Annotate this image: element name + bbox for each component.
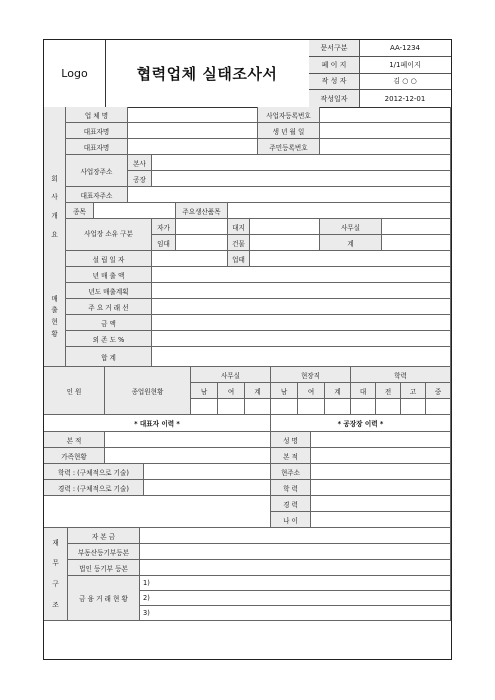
category-label: 종목 bbox=[66, 203, 94, 219]
rented-field[interactable] bbox=[176, 235, 228, 251]
meta-row-page bbox=[309, 57, 451, 74]
edu-junior-college-header: 전 bbox=[376, 383, 401, 399]
resident-no-label: 주민등록번호 bbox=[258, 139, 320, 155]
ceo-history-notes[interactable] bbox=[44, 496, 271, 528]
ceo-education-label: 학력 : (구체적으로 기술) bbox=[44, 464, 144, 480]
sales-row-label: 년도 매출계획 bbox=[66, 283, 152, 299]
fm-name-label: 성 명 bbox=[271, 432, 311, 448]
office-female-header: 여 bbox=[218, 383, 245, 399]
founded-date-label: 설 립 일 자 bbox=[66, 251, 152, 267]
sales-row-label: 외 존 도 % bbox=[66, 331, 152, 347]
founded-date-field[interactable] bbox=[152, 251, 228, 267]
survey-form bbox=[43, 39, 452, 660]
sales-row-field[interactable] bbox=[152, 315, 451, 331]
form-header bbox=[44, 40, 451, 108]
factory-address-field[interactable] bbox=[152, 171, 451, 187]
meta-row-doc-type bbox=[309, 40, 451, 57]
ceo-name-field-2[interactable] bbox=[128, 139, 258, 155]
meta-label: 작성일자 bbox=[309, 90, 360, 107]
edu-high-field[interactable] bbox=[401, 399, 426, 415]
ceo-family-field[interactable] bbox=[105, 448, 271, 464]
office-male-header: 남 bbox=[191, 383, 218, 399]
finance-section-label: 재 무 구 조 bbox=[44, 528, 68, 621]
corporate-register-label: 법인 등기부 등본 bbox=[68, 560, 140, 576]
fm-education-label: 학 력 bbox=[271, 480, 311, 496]
sales-row-label: 년 매 출 액 bbox=[66, 267, 152, 283]
financial-item-3[interactable]: 3) bbox=[140, 606, 451, 621]
birth-date-field[interactable] bbox=[320, 123, 451, 139]
fm-name-field[interactable] bbox=[311, 432, 451, 448]
office-female-field[interactable] bbox=[218, 399, 245, 415]
head-office-label: 본사 bbox=[128, 155, 152, 171]
site-total-header: 계 bbox=[325, 383, 351, 399]
ceo-name-field[interactable] bbox=[128, 123, 258, 139]
category-field[interactable] bbox=[94, 203, 176, 219]
factory-label: 공장 bbox=[128, 171, 152, 187]
real-estate-register-field[interactable] bbox=[140, 544, 451, 560]
corporate-register-field[interactable] bbox=[140, 560, 451, 576]
building-label: 건물 bbox=[228, 235, 250, 251]
office-staff-header: 사무실 bbox=[191, 367, 271, 383]
site-female-field[interactable] bbox=[298, 399, 325, 415]
ceo-address-label: 대표자주소 bbox=[66, 187, 128, 203]
ceo-family-label: 가족현황 bbox=[44, 448, 105, 464]
sales-row-label: 금 액 bbox=[66, 315, 152, 331]
meta-value: AA-1234 bbox=[390, 43, 420, 52]
land-label: 대지 bbox=[228, 219, 250, 235]
meta-value: 김 ○ ○ bbox=[393, 77, 417, 86]
office-label: 사무실 bbox=[320, 219, 382, 235]
meta-label: 문서구분 bbox=[309, 40, 360, 56]
owned-label: 자가 bbox=[152, 219, 176, 235]
edu-middle-field[interactable] bbox=[426, 399, 451, 415]
edu-high-header: 고 bbox=[401, 383, 426, 399]
office-field[interactable] bbox=[382, 219, 451, 235]
ceo-hometown-label: 본 적 bbox=[44, 432, 105, 448]
ceo-hometown-field[interactable] bbox=[105, 432, 271, 448]
site-staff-header: 현장직 bbox=[271, 367, 351, 383]
office-total-field[interactable] bbox=[245, 399, 271, 415]
fm-address-field[interactable] bbox=[311, 464, 451, 480]
site-total-field[interactable] bbox=[325, 399, 351, 415]
site-male-header: 남 bbox=[271, 383, 298, 399]
ceo-address-field[interactable] bbox=[128, 187, 451, 203]
factory-manager-history-title: * 공장장 이력 * bbox=[271, 415, 451, 432]
ownership-total-label: 계 bbox=[320, 235, 382, 251]
sales-section-label: 매 출 현 황 bbox=[44, 267, 66, 367]
building-field[interactable] bbox=[250, 235, 320, 251]
fm-hometown-label: 본 적 bbox=[271, 448, 311, 464]
office-total-header: 계 bbox=[245, 383, 271, 399]
sales-row-field[interactable] bbox=[152, 347, 451, 367]
fm-career-label: 경 력 bbox=[271, 496, 311, 512]
edu-college-header: 대 bbox=[351, 383, 376, 399]
fm-age-label: 나 이 bbox=[271, 512, 311, 528]
biz-reg-no-label: 사업자등록번호 bbox=[258, 107, 320, 123]
head-office-address-field[interactable] bbox=[152, 155, 451, 171]
meta-label: 작 성 자 bbox=[309, 74, 360, 90]
fm-hometown-field[interactable] bbox=[311, 448, 451, 464]
company-name-field[interactable] bbox=[128, 107, 258, 123]
ceo-history-title: * 대표자 이력 * bbox=[44, 415, 271, 432]
employee-status-label: 종업원현황 bbox=[105, 367, 191, 415]
ceo-education-field[interactable] bbox=[144, 464, 271, 480]
site-female-header: 여 bbox=[298, 383, 325, 399]
rented-label: 임대 bbox=[152, 235, 176, 251]
business-type-label: 업태 bbox=[228, 251, 250, 267]
capital-label: 자 본 금 bbox=[68, 528, 140, 544]
edu-middle-header: 중 bbox=[426, 383, 451, 399]
ceo-career-label: 경력 : (구체적으로 기술) bbox=[44, 480, 144, 496]
business-type-field[interactable] bbox=[250, 251, 451, 267]
fm-age-field[interactable] bbox=[311, 512, 451, 528]
education-header: 학력 bbox=[351, 367, 451, 383]
sales-row-field[interactable] bbox=[152, 283, 451, 299]
main-products-label: 주요생산품목 bbox=[176, 203, 228, 219]
document-title: 협력업체 실태조사서 bbox=[105, 40, 310, 107]
ceo-name-label-2: 대표자명 bbox=[66, 139, 128, 155]
company-section-label: 회 사 개 요 bbox=[44, 107, 66, 308]
edu-college-field[interactable] bbox=[351, 399, 376, 415]
logo: Logo bbox=[44, 40, 106, 107]
ceo-career-field[interactable] bbox=[144, 480, 271, 496]
fm-career-field[interactable] bbox=[311, 496, 451, 512]
financial-item-2[interactable]: 2) bbox=[140, 591, 451, 606]
sales-row-field[interactable] bbox=[152, 299, 451, 315]
meta-row-date bbox=[309, 90, 451, 107]
land-field[interactable] bbox=[250, 219, 320, 235]
document-meta bbox=[309, 40, 451, 107]
real-estate-register-label: 부동산등기부등본 bbox=[68, 544, 140, 560]
fm-education-field[interactable] bbox=[311, 480, 451, 496]
meta-value: 2012-12-01 bbox=[384, 94, 426, 103]
sales-row-field[interactable] bbox=[152, 267, 451, 283]
meta-value: 1/1페이지 bbox=[389, 60, 421, 69]
financial-transactions-label: 금 융 거 래 현 황 bbox=[68, 576, 140, 621]
sales-row-field[interactable] bbox=[152, 331, 451, 347]
birth-date-label: 생 년 월 일 bbox=[258, 123, 320, 139]
capital-field[interactable] bbox=[140, 528, 451, 544]
sales-row-label: 주 요 거 래 선 bbox=[66, 299, 152, 315]
financial-item-1[interactable]: 1) bbox=[140, 576, 451, 591]
ownership-total-field[interactable] bbox=[382, 235, 451, 251]
personnel-label: 인 원 bbox=[44, 367, 105, 415]
site-male-field[interactable] bbox=[271, 399, 298, 415]
ceo-name-label: 대표자명 bbox=[66, 123, 128, 139]
meta-row-author bbox=[309, 74, 451, 91]
fm-address-label: 현주소 bbox=[271, 464, 311, 480]
meta-label: 페 이 지 bbox=[309, 57, 360, 73]
bottom-blank-area bbox=[44, 621, 451, 659]
resident-no-field[interactable] bbox=[320, 139, 451, 155]
ownership-label: 사업장 소유 구분 bbox=[66, 219, 152, 251]
owned-field[interactable] bbox=[176, 219, 228, 235]
main-products-field[interactable] bbox=[228, 203, 451, 219]
sales-row-label: 합 계 bbox=[66, 347, 152, 367]
biz-reg-no-field[interactable] bbox=[320, 107, 451, 123]
biz-address-label: 사업장주소 bbox=[66, 155, 128, 187]
edu-junior-college-field[interactable] bbox=[376, 399, 401, 415]
office-male-field[interactable] bbox=[191, 399, 218, 415]
company-name-label: 업 체 명 bbox=[66, 107, 128, 123]
